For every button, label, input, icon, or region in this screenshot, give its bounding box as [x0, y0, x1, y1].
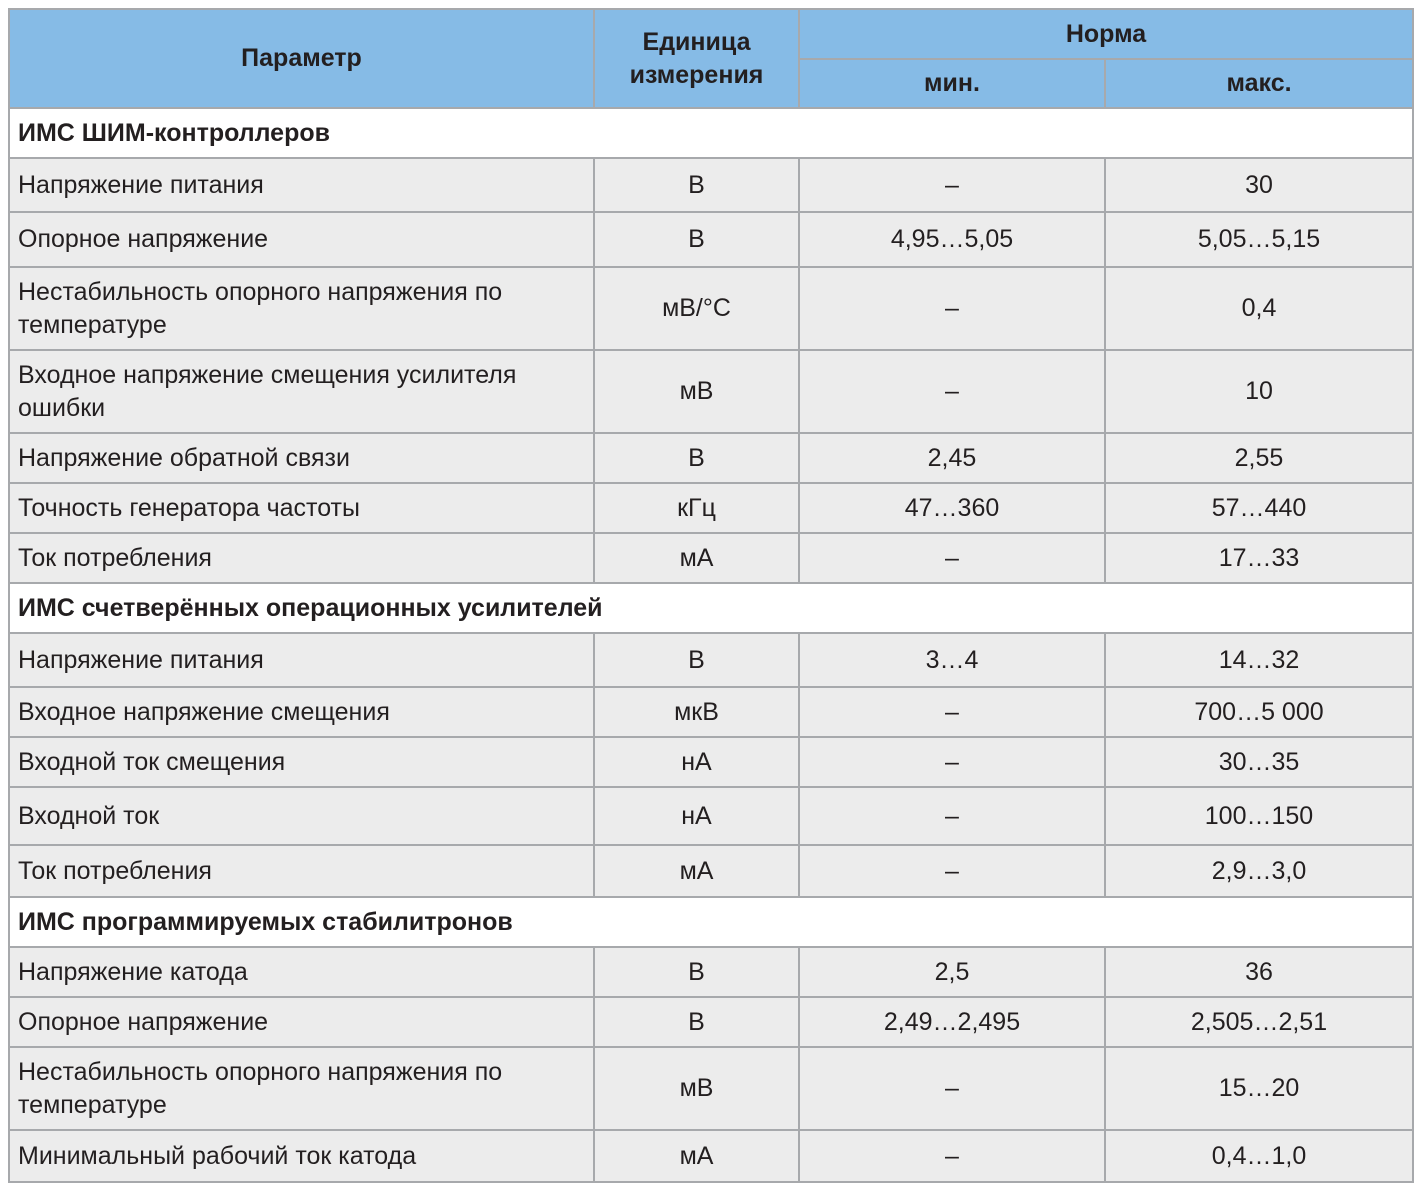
cell-unit: мкВ	[594, 687, 799, 737]
cell-min: 47…360	[799, 483, 1105, 533]
cell-unit: В	[594, 947, 799, 997]
cell-max: 2,505…2,51	[1105, 997, 1413, 1047]
cell-max: 57…440	[1105, 483, 1413, 533]
cell-unit: нА	[594, 737, 799, 787]
cell-unit: мА	[594, 533, 799, 583]
table-row	[9, 633, 1413, 687]
cell-unit: мВ/°С	[594, 267, 799, 350]
table-row	[9, 433, 1413, 483]
cell-max: 0,4	[1105, 267, 1413, 350]
cell-min: 2,45	[799, 433, 1105, 483]
cell-min: –	[799, 1047, 1105, 1130]
table-header	[9, 9, 1413, 108]
cell-min: –	[799, 158, 1105, 212]
cell-max: 36	[1105, 947, 1413, 997]
cell-param: Минимальный рабочий ток катода	[9, 1130, 594, 1182]
cell-min: 3…4	[799, 633, 1105, 687]
cell-min: –	[799, 687, 1105, 737]
table-row	[9, 533, 1413, 583]
table-row	[9, 212, 1413, 267]
parameters-table	[8, 8, 1414, 1183]
cell-max: 0,4…1,0	[1105, 1130, 1413, 1182]
cell-min: –	[799, 267, 1105, 350]
header-max: макс.	[1105, 59, 1413, 108]
cell-min: –	[799, 350, 1105, 433]
cell-min: 4,95…5,05	[799, 212, 1105, 267]
table-row	[9, 350, 1413, 433]
header-unit: Единица измерения	[594, 9, 799, 108]
header-norm: Норма	[799, 9, 1413, 59]
section-row	[9, 897, 1413, 947]
cell-param: Ток потребления	[9, 845, 594, 897]
section-title: ИМС программируемых стабилитронов	[9, 897, 1413, 947]
cell-max: 100…150	[1105, 787, 1413, 845]
cell-unit: В	[594, 433, 799, 483]
cell-max: 5,05…5,15	[1105, 212, 1413, 267]
cell-param: Входное напряжение смещения	[9, 687, 594, 737]
cell-max: 14…32	[1105, 633, 1413, 687]
table-body	[9, 108, 1413, 1182]
cell-param: Опорное напряжение	[9, 212, 594, 267]
cell-unit: В	[594, 997, 799, 1047]
cell-unit: мВ	[594, 1047, 799, 1130]
cell-min: –	[799, 737, 1105, 787]
table-row	[9, 483, 1413, 533]
table-row	[9, 1130, 1413, 1182]
table-row	[9, 787, 1413, 845]
table-row	[9, 1047, 1413, 1130]
table-row	[9, 158, 1413, 212]
cell-unit: мВ	[594, 350, 799, 433]
section-row	[9, 108, 1413, 158]
table-row	[9, 267, 1413, 350]
table-row	[9, 687, 1413, 737]
table-row	[9, 997, 1413, 1047]
cell-param: Входной ток	[9, 787, 594, 845]
table-row	[9, 737, 1413, 787]
cell-param: Опорное напряжение	[9, 997, 594, 1047]
cell-min: 2,49…2,495	[799, 997, 1105, 1047]
cell-min: –	[799, 1130, 1105, 1182]
cell-unit: мА	[594, 845, 799, 897]
cell-max: 700…5 000	[1105, 687, 1413, 737]
cell-unit: В	[594, 633, 799, 687]
cell-param: Входной ток смещения	[9, 737, 594, 787]
cell-param: Напряжение обратной связи	[9, 433, 594, 483]
table-row	[9, 947, 1413, 997]
cell-max: 15…20	[1105, 1047, 1413, 1130]
cell-param: Напряжение питания	[9, 158, 594, 212]
cell-max: 30	[1105, 158, 1413, 212]
cell-max: 2,55	[1105, 433, 1413, 483]
cell-max: 10	[1105, 350, 1413, 433]
cell-min: –	[799, 533, 1105, 583]
cell-unit: нА	[594, 787, 799, 845]
cell-min: 2,5	[799, 947, 1105, 997]
cell-param: Напряжение питания	[9, 633, 594, 687]
section-title: ИМС счетверённых операционных усилителей	[9, 583, 1413, 633]
cell-min: –	[799, 845, 1105, 897]
cell-param: Нестабильность опорного напряжения по температуре	[9, 267, 594, 350]
cell-unit: мА	[594, 1130, 799, 1182]
cell-param: Точность генератора частоты	[9, 483, 594, 533]
section-row	[9, 583, 1413, 633]
cell-max: 30…35	[1105, 737, 1413, 787]
cell-param: Напряжение катода	[9, 947, 594, 997]
cell-unit: кГц	[594, 483, 799, 533]
header-min: мин.	[799, 59, 1105, 108]
cell-param: Входное напряжение смещения усилителя ошибки	[9, 350, 594, 433]
cell-unit: В	[594, 212, 799, 267]
section-title: ИМС ШИМ-контроллеров	[9, 108, 1413, 158]
table-row	[9, 845, 1413, 897]
header-parameter: Параметр	[9, 9, 594, 108]
cell-max: 2,9…3,0	[1105, 845, 1413, 897]
cell-unit: В	[594, 158, 799, 212]
cell-param: Нестабильность опорного напряжения по температуре	[9, 1047, 594, 1130]
cell-max: 17…33	[1105, 533, 1413, 583]
cell-min: –	[799, 787, 1105, 845]
cell-param: Ток потребления	[9, 533, 594, 583]
